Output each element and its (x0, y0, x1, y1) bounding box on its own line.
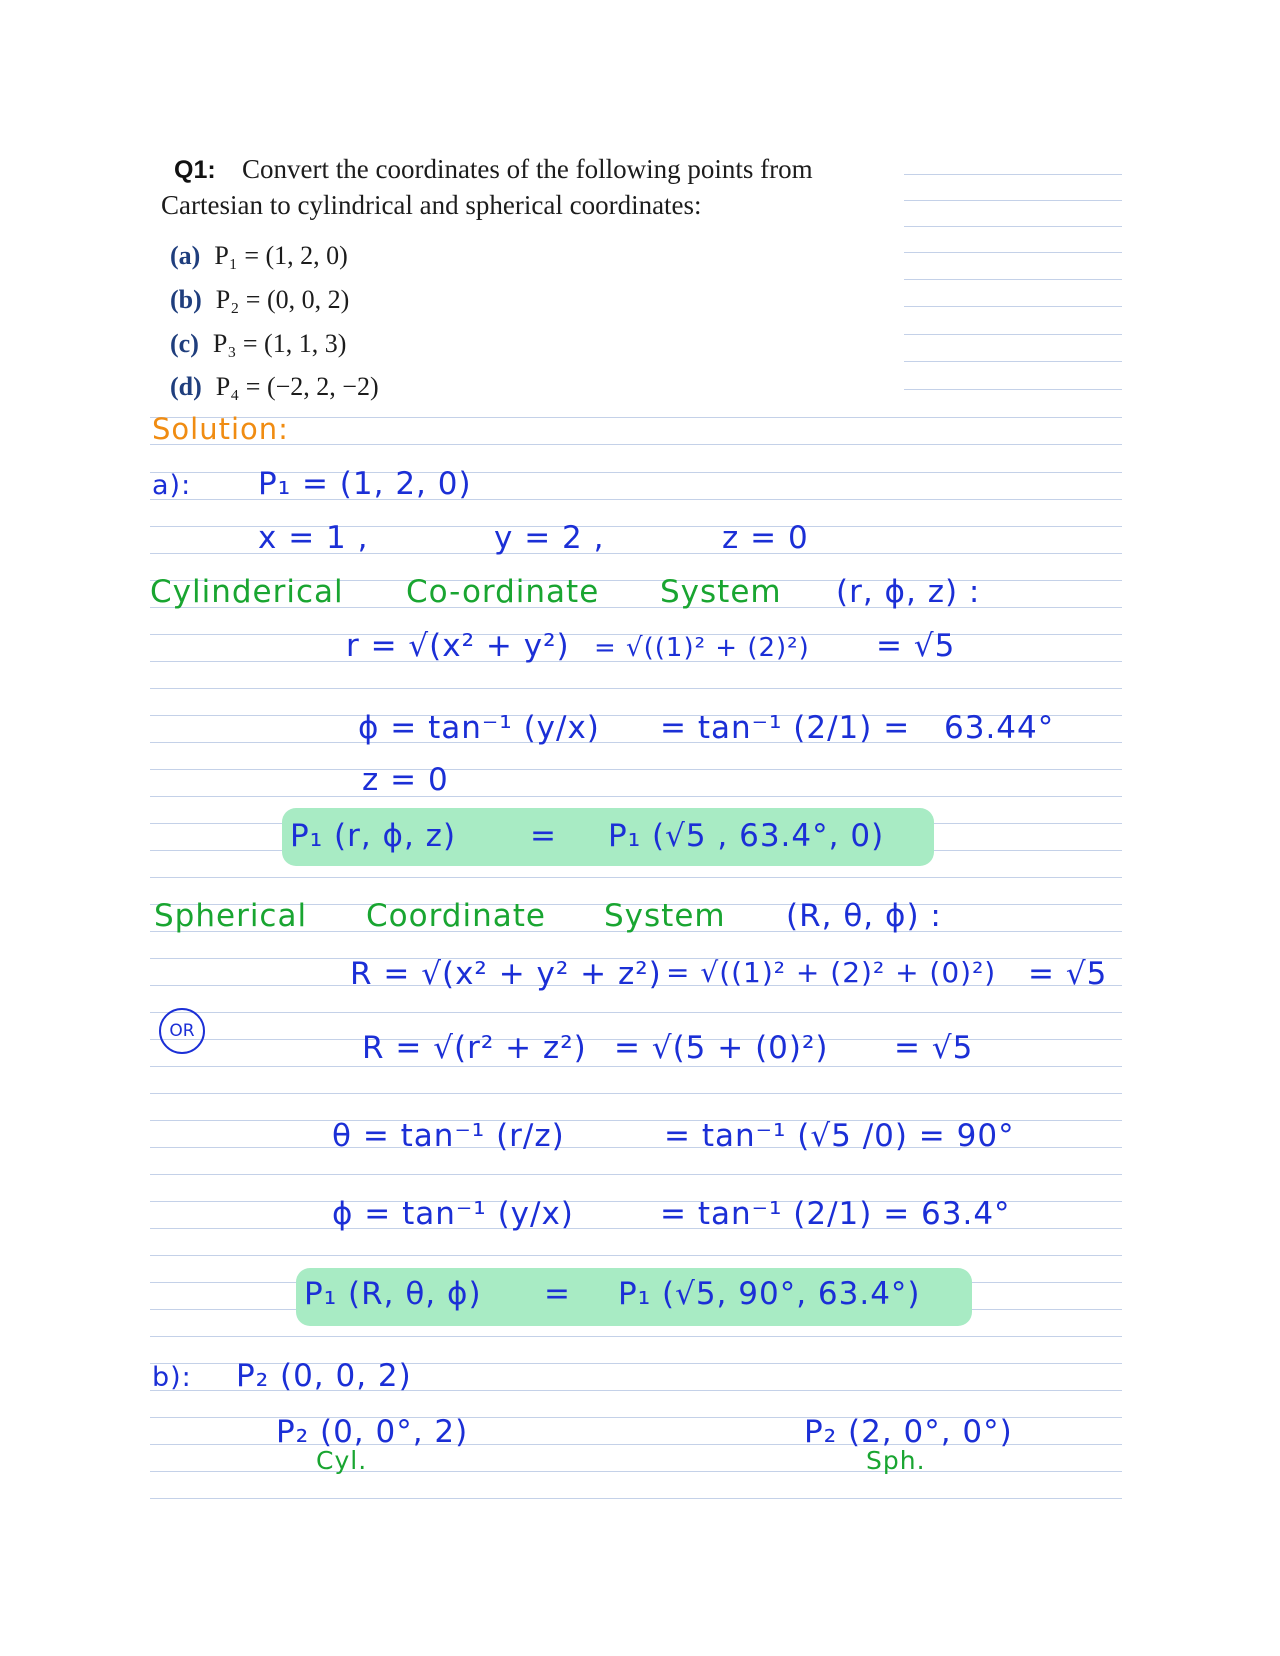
cyl-answer-right: P₁ (√5 , 63.4°, 0) (608, 818, 885, 854)
part-b-point: P₂ (0, 0, 2) (236, 1358, 412, 1394)
phi2-formula: ϕ = tan⁻¹ (y/x) (332, 1196, 574, 1232)
ruled-line (150, 1336, 1122, 1337)
ruled-line (150, 1498, 1122, 1499)
z-value: z = 0 (722, 520, 809, 556)
part-b-cyl: P₂ (0, 0°, 2) (276, 1414, 469, 1450)
sph-answer-equals: = (544, 1276, 571, 1312)
phi-substitution: = tan⁻¹ (2/1) = (660, 710, 911, 746)
cyl-heading-word-3: System (660, 574, 782, 610)
sph-heading-coords: (R, θ, ϕ) : (786, 898, 942, 934)
y-value: y = 2 , (494, 520, 605, 556)
question-part-a (170, 241, 348, 271)
sph-answer-left: P₁ (R, θ, ϕ) (304, 1276, 482, 1312)
ruled-line (904, 174, 1122, 175)
cyl-heading-coords: (r, ϕ, z) : (836, 574, 981, 610)
x-value: x = 1 , (258, 520, 369, 556)
ruled-line (150, 1012, 1122, 1013)
sph-heading-word-2: Coordinate (366, 898, 546, 934)
ruled-line (150, 1066, 1122, 1067)
part-b-cyl-tag: Cyl. (316, 1446, 368, 1475)
R-result: = √5 (1028, 956, 1108, 992)
ruled-line (150, 417, 1122, 418)
theta-substitution: = tan⁻¹ (√5 /0) = 90° (664, 1118, 1015, 1154)
ruled-line (904, 252, 1122, 253)
ruled-line (150, 877, 1122, 878)
ruled-line (904, 361, 1122, 362)
question-part-d (170, 372, 379, 402)
theta-formula: θ = tan⁻¹ (r/z) (332, 1118, 565, 1154)
R-substitution: = √((1)² + (2)² + (0)²) (666, 956, 997, 989)
R2-result: = √5 (894, 1030, 974, 1066)
ruled-line (150, 444, 1122, 445)
ruled-line (150, 1471, 1122, 1472)
phi2-substitution: = tan⁻¹ (2/1) = 63.4° (660, 1196, 1011, 1232)
R2-formula: R = √(r² + z²) (362, 1030, 587, 1066)
question-line-2: Cartesian to cylindrical and spherical coordinates: (161, 190, 702, 220)
r-result: = √5 (876, 628, 956, 664)
part-text: P₁ = (1, 2, 0) (214, 241, 348, 270)
part-label: (d) (170, 372, 202, 401)
sph-heading-word-1: Spherical (154, 898, 308, 934)
question-part-b (170, 285, 349, 315)
r-formula: r = √(x² + y²) (346, 628, 570, 664)
part-a-label: a): (152, 470, 192, 501)
z-line: z = 0 (362, 762, 449, 798)
cyl-heading-word-1: Cylinderical (150, 574, 344, 610)
ruled-line (150, 1174, 1122, 1175)
r-substitution: = √((1)² + (2)²) (594, 633, 810, 663)
R-formula: R = √(x² + y² + z²) (350, 956, 662, 992)
part-label: (b) (170, 285, 202, 314)
ruled-line (904, 389, 1122, 390)
or-badge: OR (159, 1008, 205, 1054)
ruled-line (150, 769, 1122, 770)
ruled-line (904, 226, 1122, 227)
ruled-line (150, 1093, 1122, 1094)
part-text: P₃ = (1, 1, 3) (212, 329, 347, 358)
part-label: (a) (170, 241, 201, 270)
ruled-line (904, 279, 1122, 280)
cyl-heading-word-2: Co-ordinate (406, 574, 600, 610)
question-part-c (170, 329, 346, 359)
ruled-line (904, 306, 1122, 307)
part-b-label: b): (152, 1362, 192, 1393)
sph-heading-word-3: System (604, 898, 726, 934)
solution-heading: Solution: (152, 412, 289, 446)
ruled-line (150, 688, 1122, 689)
ruled-line (150, 796, 1122, 797)
part-b-sph: P₂ (2, 0°, 0°) (804, 1414, 1013, 1450)
part-text: P₂ = (0, 0, 2) (215, 285, 350, 314)
part-text: P₄ = (−2, 2, −2) (215, 372, 379, 401)
ruled-line (150, 1255, 1122, 1256)
cyl-answer-equals: = (530, 818, 557, 854)
part-b-sph-tag: Sph. (866, 1446, 926, 1475)
phi-formula: ϕ = tan⁻¹ (y/x) (358, 710, 600, 746)
part-a-point: P₁ = (1, 2, 0) (258, 466, 472, 502)
question-line-1: Convert the coordinates of the following points from (242, 154, 813, 184)
part-label: (c) (170, 329, 199, 358)
question-label: Q1: (174, 156, 216, 184)
phi-result: 63.44° (944, 710, 1055, 746)
ruled-line (904, 334, 1122, 335)
sph-answer-right: P₁ (√5, 90°, 63.4°) (618, 1276, 921, 1312)
ruled-line (904, 200, 1122, 201)
R2-substitution: = √(5 + (0)²) (614, 1030, 829, 1066)
cyl-answer-left: P₁ (r, ϕ, z) (290, 818, 457, 854)
